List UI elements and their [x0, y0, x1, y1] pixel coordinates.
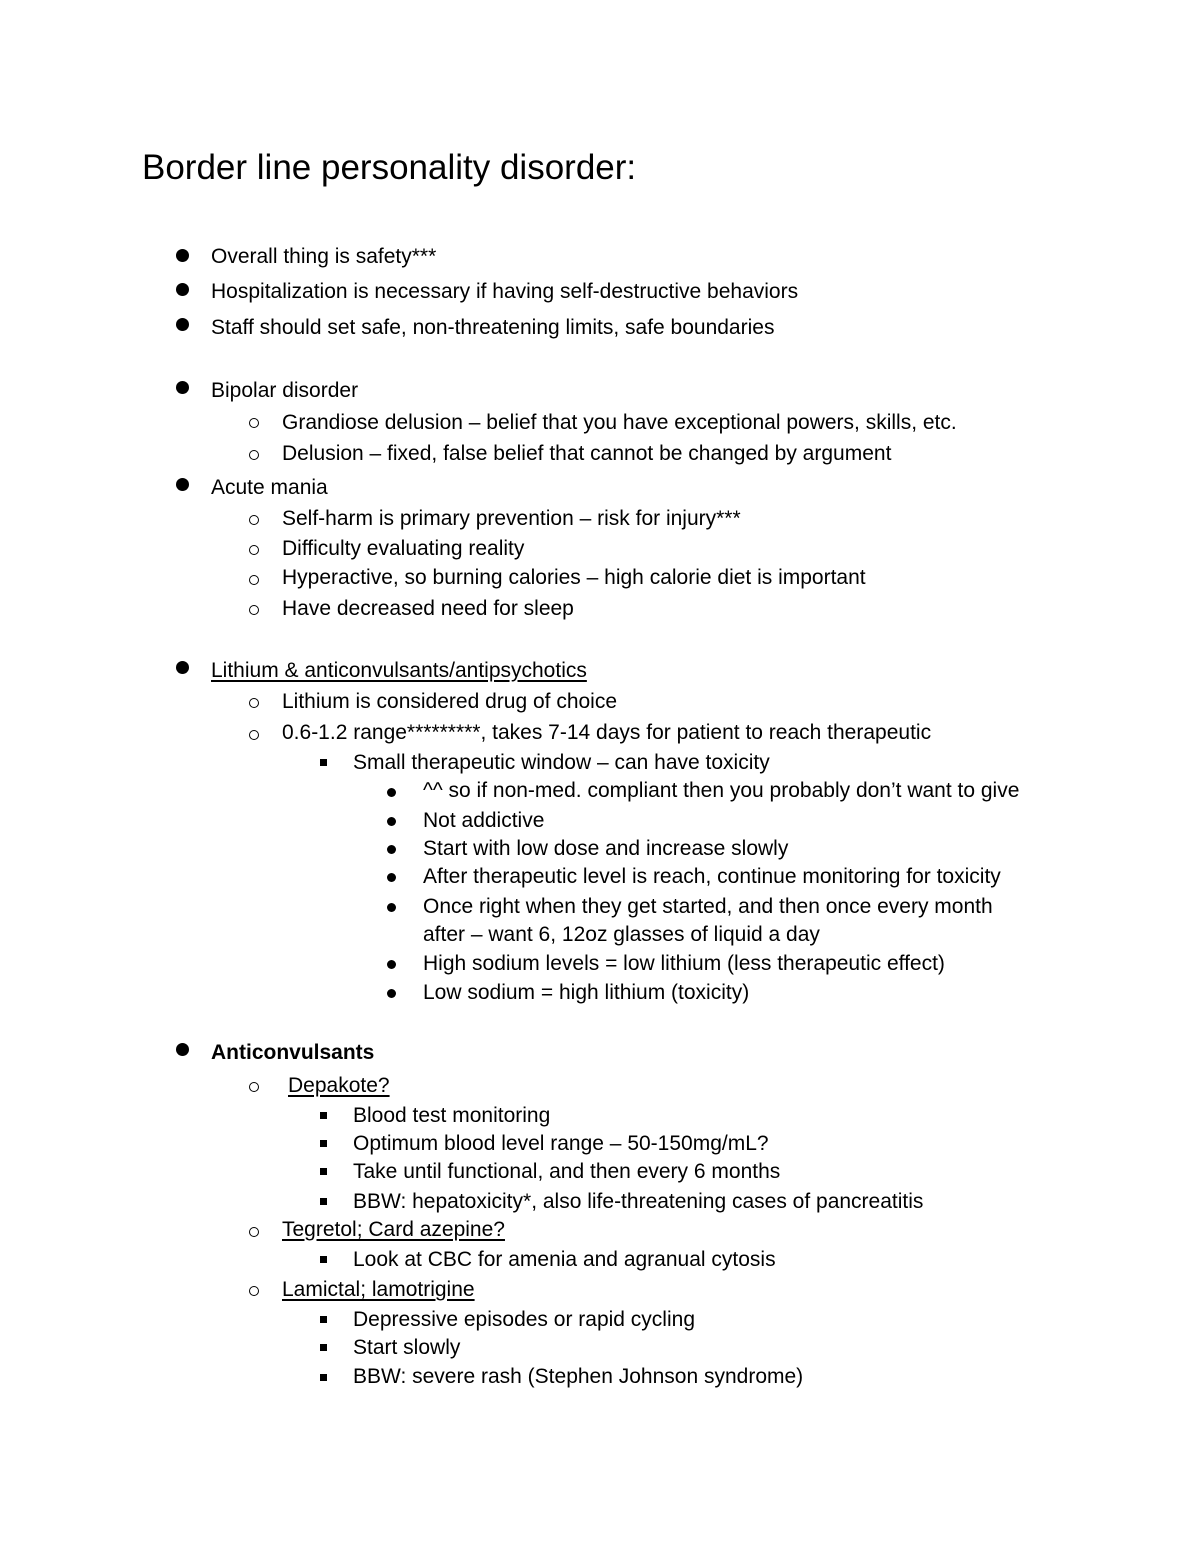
bullet-icon	[176, 1043, 189, 1056]
bullet-icon	[387, 845, 396, 854]
list-item: Hyperactive, so burning calories – high calorie diet is important	[282, 566, 866, 589]
bullet-icon	[176, 318, 189, 331]
circle-bullet-icon	[249, 515, 259, 525]
bullet-icon	[387, 873, 396, 882]
list-item: Not addictive	[423, 809, 545, 832]
list-item: Bipolar disorder	[211, 379, 359, 402]
bullet-icon	[387, 989, 396, 998]
list-item: Small therapeutic window – can have toxicity	[353, 751, 770, 774]
list-item: Low sodium = high lithium (toxicity)	[423, 981, 750, 1004]
circle-bullet-icon	[249, 450, 259, 460]
page-title: Border line personality disorder:	[142, 148, 637, 187]
bullet-icon	[387, 817, 396, 826]
list-item: Grandiose delusion – belief that you have exceptional powers, skills, etc.	[282, 411, 957, 434]
section-heading: Anticonvulsants	[211, 1041, 375, 1064]
circle-bullet-icon	[249, 545, 259, 555]
list-item: Once right when they get started, and then once every month	[423, 895, 993, 918]
square-bullet-icon	[320, 1140, 327, 1147]
bullet-icon	[176, 283, 189, 296]
square-bullet-icon	[320, 1112, 327, 1119]
list-item: Delusion – fixed, false belief that cannot be changed by argument	[282, 442, 892, 465]
circle-bullet-icon	[249, 1082, 259, 1092]
list-item: BBW: hepatoxicity*, also life-threatening cases of pancreatitis	[353, 1190, 924, 1213]
list-item: High sodium levels = low lithium (less therapeutic effect)	[423, 952, 945, 975]
bullet-icon	[176, 478, 189, 491]
square-bullet-icon	[320, 1316, 327, 1323]
bullet-icon	[176, 381, 189, 394]
list-item: Acute mania	[211, 476, 328, 499]
list-item: BBW: severe rash (Stephen Johnson syndrome)	[353, 1365, 804, 1388]
bullet-icon	[387, 903, 396, 912]
list-item: ^^ so if non-med. compliant then you probably don’t want to give	[423, 779, 1020, 802]
circle-bullet-icon	[249, 575, 259, 585]
list-item: Have decreased need for sleep	[282, 597, 574, 620]
list-item: Lithium is considered drug of choice	[282, 690, 618, 713]
list-item: Optimum blood level range – 50-150mg/mL?	[353, 1132, 769, 1155]
list-item: 0.6-1.2 range*********, takes 7-14 days for patient to reach therapeutic	[282, 721, 932, 744]
list-item: Depressive episodes or rapid cycling	[353, 1308, 695, 1331]
list-item: Hospitalization is necessary if having self-destructive behaviors	[211, 280, 799, 303]
circle-bullet-icon	[249, 1227, 259, 1237]
square-bullet-icon	[320, 1198, 327, 1205]
list-item-continuation: after – want 6, 12oz glasses of liquid a day	[423, 923, 820, 946]
drug-heading: Lamictal; lamotrigine	[282, 1278, 475, 1301]
circle-bullet-icon	[249, 730, 259, 740]
list-item: Look at CBC for amenia and agranual cytosis	[353, 1248, 776, 1271]
bullet-icon	[176, 249, 189, 262]
circle-bullet-icon	[249, 698, 259, 708]
list-item: Take until functional, and then every 6 months	[353, 1160, 781, 1183]
section-heading: Lithium & anticonvulsants/antipsychotics	[211, 659, 587, 682]
drug-heading: Tegretol; Card azepine?	[282, 1218, 505, 1241]
circle-bullet-icon	[249, 418, 259, 428]
square-bullet-icon	[320, 759, 327, 766]
square-bullet-icon	[320, 1344, 327, 1351]
list-item: Start with low dose and increase slowly	[423, 837, 789, 860]
square-bullet-icon	[320, 1168, 327, 1175]
list-item: After therapeutic level is reach, continue monitoring for toxicity	[423, 865, 1001, 888]
list-item: Difficulty evaluating reality	[282, 537, 525, 560]
bullet-icon	[387, 960, 396, 969]
circle-bullet-icon	[249, 1286, 259, 1296]
list-item: Start slowly	[353, 1336, 461, 1359]
circle-bullet-icon	[249, 605, 259, 615]
list-item: Staff should set safe, non-threatening limits, safe boundaries	[211, 316, 775, 339]
list-item: Blood test monitoring	[353, 1104, 551, 1127]
list-item: Self-harm is primary prevention – risk for injury***	[282, 507, 741, 530]
square-bullet-icon	[320, 1256, 327, 1263]
list-item: Overall thing is safety***	[211, 245, 437, 268]
square-bullet-icon	[320, 1374, 327, 1381]
drug-heading: Depakote?	[288, 1074, 390, 1097]
bullet-icon	[176, 661, 189, 674]
bullet-icon	[387, 788, 396, 797]
